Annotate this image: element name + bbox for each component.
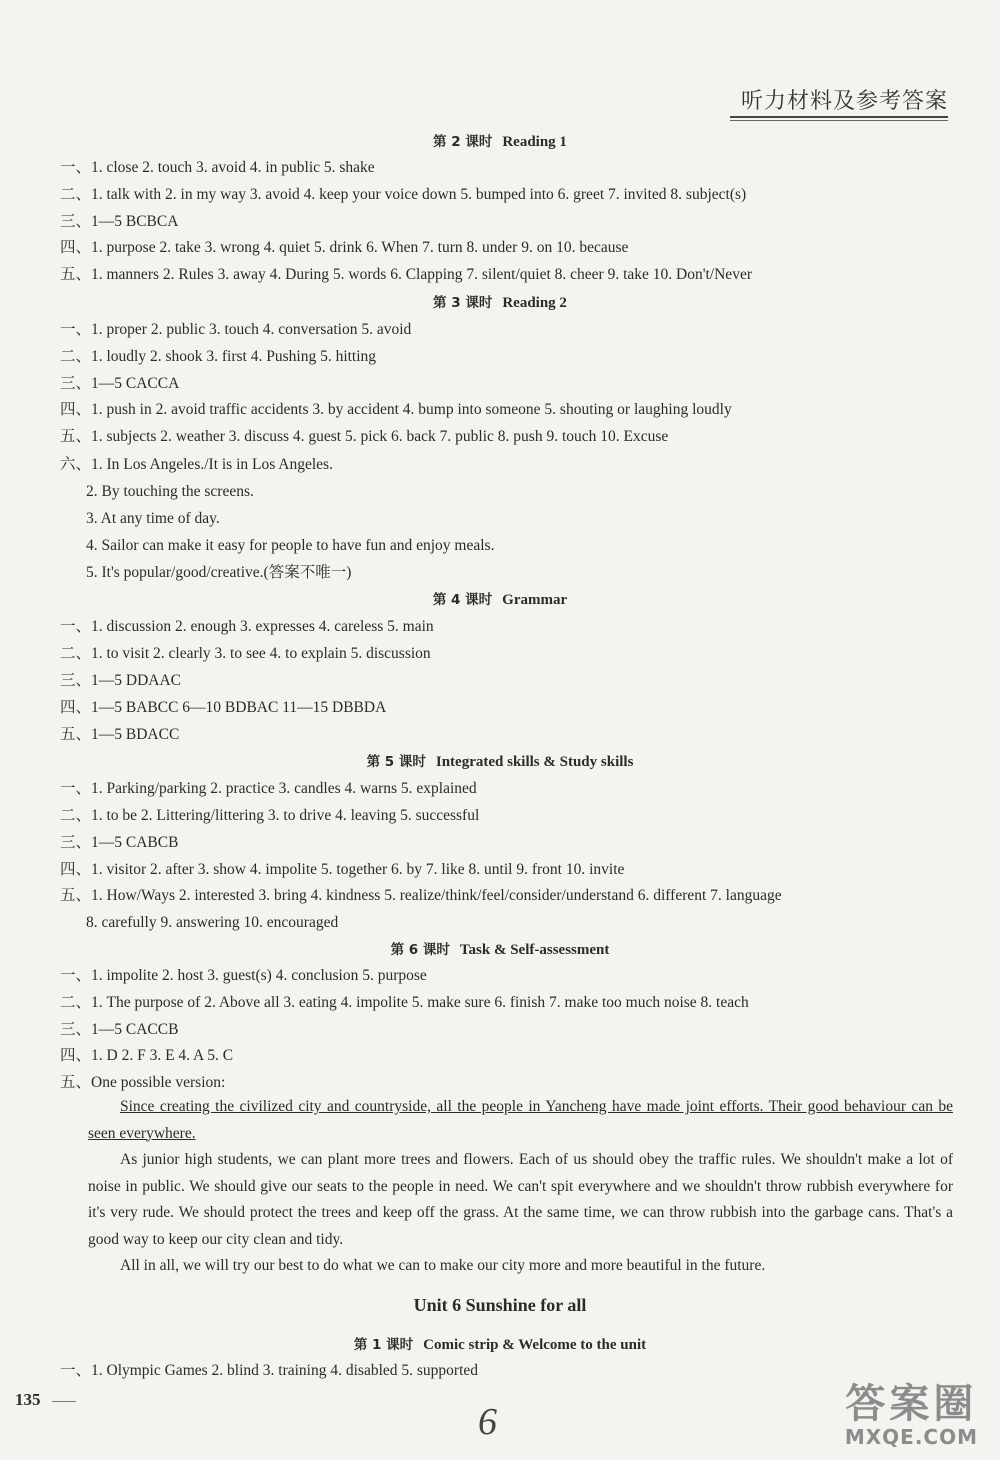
lesson-number: 第 1 课时 <box>353 1337 414 1353</box>
lesson-number: 第 5 课时 <box>366 754 426 770</box>
answer-line: 五、One possible version: <box>60 1074 226 1091</box>
answer-line: 一、1. Olympic Games 2. blind 3. training 4. disabled 5. supported <box>60 1362 479 1379</box>
answer-line: 四、1. D 2. F 3. E 4. A 5. C <box>60 1047 234 1064</box>
answer-line: 4. Sailor can make it easy for people to have fun and enjoy meals. <box>86 537 495 554</box>
lesson-title: Integrated skills & Study skills <box>435 754 634 770</box>
lesson-title: Reading 2 <box>502 295 567 311</box>
header-title: 听力材料及参考答案 <box>740 89 948 114</box>
answer-line: 四、1. purpose 2. take 3. wrong 4. quiet 5. drink 6. When 7. turn 8. under 9. on 10. because <box>60 239 629 256</box>
answer-line: 四、1. push in 2. avoid traffic accidents 3. by accident 4. bump into someone 5. shouting or laughing loudly <box>60 401 732 418</box>
answer-line: 三、1—5 BCBCA <box>60 213 179 230</box>
lesson-heading <box>0 588 1000 609</box>
lesson-heading <box>0 1333 1000 1354</box>
answer-line: 2. By touching the screens. <box>86 483 254 500</box>
answer-line: 三、1—5 DDAAC <box>60 672 181 689</box>
lesson-number: 第 3 课时 <box>433 295 493 311</box>
answer-line: 四、1. visitor 2. after 3. show 4. impolite 5. together 6. by 7. like 8. until 9. front 10. invite <box>60 861 625 878</box>
answer-line: 五、1. manners 2. Rules 3. away 4. During 5. words 6. Clapping 7. silent/quiet 8. cheer 9. take 10. Don't/Never <box>60 266 752 283</box>
answer-line: 五、1. subjects 2. weather 3. discuss 4. guest 5. pick 6. back 7. public 8. push 9. touch 10. Excuse <box>60 428 669 445</box>
answer-line: 六、1. In Los Angeles./It is in Los Angeles. <box>60 456 333 473</box>
header-rule <box>730 116 948 118</box>
answer-line: 5. It's popular/good/creative.(答案不唯一) <box>86 564 352 581</box>
answer-line: 三、1—5 CABCB <box>60 834 179 851</box>
watermark-url: MXQE.COM <box>844 1425 978 1449</box>
answer-line: 二、1. to visit 2. clearly 3. to see 4. to explain 5. discussion <box>60 645 431 662</box>
answer-line: 一、1. impolite 2. host 3. guest(s) 4. conclusion 5. purpose <box>60 967 427 984</box>
watermark-text: 答案圈 <box>845 1381 978 1427</box>
handwritten-mark: 6 <box>478 1401 497 1443</box>
answer-line: 二、1. talk with 2. in my way 3. avoid 4. keep your voice down 5. bumped into 6. greet 7. invited 8. subject(s) <box>60 186 747 203</box>
lesson-number: 第 4 课时 <box>432 592 493 608</box>
lesson-title: Grammar <box>502 592 568 608</box>
lesson-title: Reading 1 <box>502 134 567 150</box>
answer-line: 3. At any time of day. <box>86 510 220 527</box>
lesson-heading <box>0 130 1000 151</box>
answer-line: 一、1. Parking/parking 2. practice 3. candles 4. warns 5. explained <box>60 780 477 797</box>
lesson-title: Task & Self-assessment <box>459 942 610 958</box>
answer-line: 四、1—5 BABCC 6—10 BDBAC 11—15 DBBDA <box>60 699 387 716</box>
lesson-heading <box>0 938 1000 959</box>
lesson-number: 第 6 课时 <box>390 942 450 958</box>
lesson-heading <box>0 291 1000 312</box>
unit-title: Unit 6 Sunshine for all <box>413 1295 587 1315</box>
lesson-heading <box>0 750 1000 771</box>
answer-line: 三、1—5 CACCA <box>60 375 180 392</box>
answer-line: 五、1—5 BDACC <box>60 726 180 743</box>
lesson-number: 第 2 课时 <box>433 134 493 150</box>
watermark-logo <box>845 1372 978 1449</box>
page-number-dash <box>52 1401 76 1402</box>
header-rule-thin <box>730 120 948 121</box>
answer-line: 一、1. proper 2. public 3. touch 4. conversation 5. avoid <box>60 321 412 338</box>
lesson-title: Comic strip & Welcome to the unit <box>423 1337 647 1353</box>
essay-paragraph-2: As junior high students, we can plant more trees and flowers. Each of us should obey the traffic rules. We shouldn't make a lot of noise in public. We should give our seats to the people in need. We can't spit everywhere and we shouldn't throw rubbish everywhere for it's very rude. We should protect the trees and keep off the grass. At the same time, we can throw rubbish into the garbage cans. That's a good way to keep our city clean and tidy. <box>88 1151 953 1248</box>
answer-line: 8. carefully 9. answering 10. encouraged <box>86 914 339 931</box>
answer-line: 三、1—5 CACCB <box>60 1021 179 1038</box>
answer-line: 二、1. loudly 2. shook 3. first 4. Pushing 5. hitting <box>60 348 377 365</box>
answer-line: 一、1. close 2. touch 3. avoid 4. in public 5. shake <box>60 159 375 176</box>
answer-line: 二、1. to be 2. Littering/littering 3. to drive 4. leaving 5. successful <box>60 807 480 824</box>
page-number: 135 <box>15 1390 41 1409</box>
answer-line: 二、1. The purpose of 2. Above all 3. eating 4. impolite 5. make sure 6. finish 7. make too much noise 8. teach <box>60 994 749 1011</box>
essay-paragraph-3: All in all, we will try our best to do what we can to make our city more and more beautiful in the future. <box>120 1257 766 1274</box>
essay-paragraph-1: Since creating the civilized city and countryside, all the people in Yancheng have made joint efforts. Their good behaviour can be seen everywhere. <box>88 1098 953 1142</box>
answer-line: 一、1. discussion 2. enough 3. expresses 4. careless 5. main <box>60 618 434 635</box>
answer-line: 五、1. How/Ways 2. interested 3. bring 4. kindness 5. realize/think/feel/consider/understand 6. different 7. language <box>60 887 782 904</box>
